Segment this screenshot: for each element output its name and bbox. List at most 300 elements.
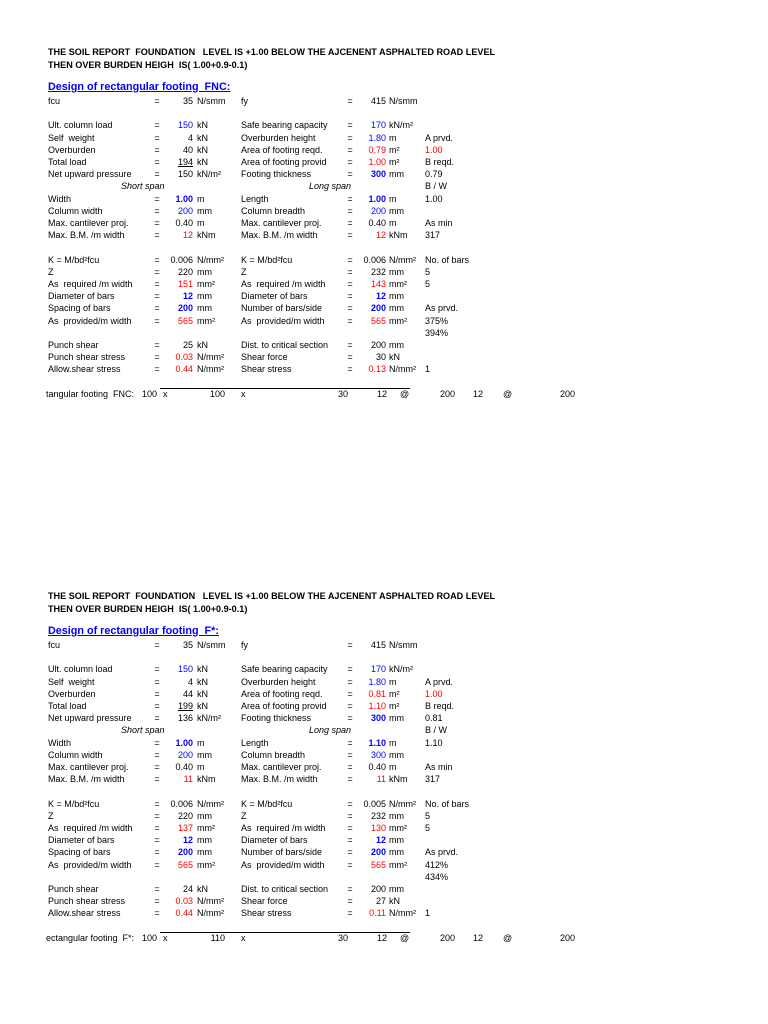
total-load-left-unit: kN <box>197 157 208 167</box>
punch-shear-stress-right-equals: = <box>347 896 353 907</box>
ultimate-column-load-right-equals: = <box>347 664 353 675</box>
material-grades-right-equals: = <box>347 96 353 106</box>
total-load-left-value: 199 <box>177 701 193 711</box>
summary-at-2: @ <box>503 388 513 399</box>
cantilever-projection-right-value: 0.40 <box>368 218 386 228</box>
summary-width: 100 <box>141 388 157 399</box>
bar-spacing-note: As prvd. <box>425 303 459 314</box>
short-span-caption: Short span <box>121 181 165 192</box>
width-length-right-value: 1.10 <box>368 737 386 748</box>
bending-moment-right-value: 11 <box>376 774 386 785</box>
lever-arm-right-equals: = <box>347 266 353 277</box>
cantilever-projection-left-equals: = <box>154 218 160 228</box>
width-length-left-equals: = <box>154 737 160 748</box>
punch-shear-stress-left-value: 0.03 <box>175 352 193 363</box>
report-heading-line-1: THE SOIL REPORT FOUNDATION LEVEL IS +1.00 BELOW THE AJCENENT ASPHALTED ROAD LEVEL <box>48 590 496 601</box>
total-load-left-label: Total load <box>48 157 87 167</box>
overburden-right-value: 0.81 <box>368 688 386 699</box>
short-span-caption: Short span <box>121 725 165 736</box>
summary-footing-label: tangular footing FNC: <box>46 388 135 399</box>
steel-provided-right-value: 565 <box>370 859 386 870</box>
net-upward-pressure-right-unit: mm <box>389 713 404 724</box>
bending-moment-right-equals: = <box>347 230 353 241</box>
summary-times-1: x <box>163 932 168 943</box>
summary-times-2: x <box>241 932 246 943</box>
k-factor-left-equals: = <box>154 254 160 265</box>
footing-design-title: Design of rectangular footing FNC: <box>48 80 231 93</box>
bending-moment-right-unit: kNm <box>389 774 408 785</box>
bar-diameter-left-unit: mm <box>197 835 212 846</box>
punch-shear-left-equals: = <box>154 340 160 350</box>
ultimate-column-load-left-label: Ult. column load <box>48 664 113 675</box>
net-upward-pressure-right-value: 300 <box>370 169 386 180</box>
self-weight-right-label: Overburden height <box>241 676 316 687</box>
width-length-right-equals: = <box>347 737 353 748</box>
punch-shear-left-label: Punch shear <box>48 340 99 350</box>
ultimate-column-load-right-unit: kN/m² <box>389 120 413 131</box>
net-upward-pressure-left-value: 136 <box>177 713 193 724</box>
summary-length: 100 <box>209 388 225 399</box>
overburden-left-unit: kN <box>197 144 208 155</box>
punch-shear-stress-right-equals: = <box>347 352 353 363</box>
bar-spacing-right-label: Number of bars/side <box>241 847 323 858</box>
material-grades-left-label: fcu <box>48 96 61 106</box>
material-grades-right-unit: N/smm <box>389 96 418 106</box>
steel-required-note: 5 <box>425 279 431 289</box>
steel-required-right-value: 130 <box>370 823 386 833</box>
overburden-right-value: 0.79 <box>368 144 386 155</box>
bar-diameter-left-equals: = <box>154 835 160 846</box>
steel-provided-note: 412% <box>425 859 449 870</box>
net-upward-pressure-left-value: 150 <box>177 169 193 180</box>
ultimate-column-load-left-value: 150 <box>177 120 193 131</box>
long-span-caption: Long span <box>309 181 352 192</box>
bar-spacing-right-unit: mm <box>389 303 404 314</box>
shear-stress-left-unit: N/mm² <box>197 364 224 375</box>
width-length-left-label: Width <box>48 737 72 748</box>
summary-spacing-2: 200 <box>559 932 575 943</box>
k-factor-note: No. of bars <box>425 798 470 809</box>
net-upward-pressure-right-value: 300 <box>370 713 386 724</box>
total-load-right-value: 1.00 <box>368 157 386 167</box>
net-upward-pressure-left-label: Net upward pressure <box>48 169 132 180</box>
self-weight-left-unit: kN <box>197 676 208 687</box>
k-factor-left-value: 0.006 <box>170 798 193 809</box>
footing-design-title: Design of rectangular footing F*: <box>48 624 219 637</box>
self-weight-left-label: Self weight <box>48 676 95 687</box>
punch-shear-stress-left-equals: = <box>154 352 160 363</box>
column-size-left-label: Column width <box>48 749 103 760</box>
k-factor-right-equals: = <box>347 798 353 809</box>
total-load-right-unit: m² <box>389 701 400 711</box>
punch-shear-right-unit: mm <box>389 884 404 894</box>
punch-shear-stress-left-equals: = <box>154 896 160 907</box>
net-upward-pressure-right-label: Footing thickness <box>241 169 312 180</box>
steel-required-right-label: As required /m width <box>241 823 326 833</box>
k-factor-left-label: K = M/bd²fcu <box>48 254 100 265</box>
overburden-left-value: 40 <box>182 144 193 155</box>
summary-bar-diameter-2: 12 <box>472 932 483 943</box>
total-load-right-value: 1.10 <box>368 701 386 711</box>
steel-provided-left-value: 565 <box>177 859 193 870</box>
punch-shear-stress-left-unit: N/mm² <box>197 896 224 907</box>
bar-spacing-right-equals: = <box>347 303 353 314</box>
bar-diameter-left-equals: = <box>154 291 160 302</box>
k-factor-right-unit: N/mm² <box>389 798 416 809</box>
cantilever-projection-right-value: 0.40 <box>368 762 386 772</box>
ultimate-column-load-left-value: 150 <box>177 664 193 675</box>
bending-moment-right-unit: kNm <box>389 230 408 241</box>
shear-stress-left-unit: N/mm² <box>197 908 224 919</box>
bar-diameter-right-label: Diameter of bars <box>241 291 308 302</box>
material-grades-right-value: 415 <box>370 96 386 106</box>
self-weight-right-unit: m <box>389 676 397 687</box>
cantilever-projection-right-label: Max. cantilever proj. <box>241 762 322 772</box>
total-load-left-equals: = <box>154 701 160 711</box>
material-grades-left-unit: N/smm <box>197 96 226 106</box>
steel-provided-right-unit: mm² <box>389 315 407 326</box>
summary-footing-label: ectangular footing F*: <box>46 932 135 943</box>
ultimate-column-load-left-unit: kN <box>197 120 208 131</box>
width-length-right-unit: m <box>389 193 397 204</box>
material-grades-right-equals: = <box>347 640 353 650</box>
summary-at-1: @ <box>400 932 410 943</box>
steel-provided-left-unit: mm² <box>197 859 215 870</box>
bending-moment-left-unit: kNm <box>197 774 216 785</box>
width-length-right-equals: = <box>347 193 353 204</box>
lever-arm-left-value: 220 <box>177 810 193 821</box>
bar-diameter-left-label: Diameter of bars <box>48 835 115 846</box>
cantilever-projection-right-equals: = <box>347 762 353 772</box>
steel-required-left-value: 151 <box>177 279 193 289</box>
cantilever-projection-left-value: 0.40 <box>175 762 193 772</box>
summary-spacing-2: 200 <box>559 388 575 399</box>
self-weight-right-value: 1.80 <box>368 676 386 687</box>
k-factor-right-label: K = M/bd²fcu <box>241 254 293 265</box>
column-size-right-unit: mm <box>389 205 404 216</box>
column-size-left-unit: mm <box>197 749 212 760</box>
total-load-left-equals: = <box>154 157 160 167</box>
cantilever-projection-right-unit: m <box>389 762 397 772</box>
cantilever-projection-left-unit: m <box>197 218 205 228</box>
steel-required-right-label: As required /m width <box>241 279 326 289</box>
shear-stress-left-label: Allow.shear stress <box>48 908 121 919</box>
bending-moment-note: 317 <box>425 774 441 785</box>
self-weight-left-equals: = <box>154 676 160 687</box>
punch-shear-stress-right-value: 30 <box>375 352 386 363</box>
overburden-left-equals: = <box>154 144 160 155</box>
total-load-right-equals: = <box>347 157 353 167</box>
column-size-left-value: 200 <box>177 749 193 760</box>
lever-arm-right-value: 232 <box>370 810 386 821</box>
punch-shear-stress-left-label: Punch shear stress <box>48 896 126 907</box>
k-factor-left-value: 0.006 <box>170 254 193 265</box>
total-load-right-label: Area of footing provid <box>241 701 327 711</box>
bar-spacing-note: As prvd. <box>425 847 459 858</box>
bar-diameter-left-value: 12 <box>182 835 193 846</box>
punch-shear-right-label: Dist. to critical section <box>241 340 329 350</box>
lever-arm-right-label: Z <box>241 266 247 277</box>
column-size-right-value: 200 <box>370 205 386 216</box>
punch-shear-right-value: 200 <box>370 340 386 350</box>
ultimate-column-load-left-equals: = <box>154 120 160 131</box>
net-upward-pressure-right-label: Footing thickness <box>241 713 312 724</box>
summary-at-1: @ <box>400 388 410 399</box>
k-factor-right-value: 0.006 <box>363 254 386 265</box>
net-upward-pressure-left-equals: = <box>154 713 160 724</box>
steel-provided-left-equals: = <box>154 315 160 326</box>
lever-arm-left-equals: = <box>154 266 160 277</box>
self-weight-left-equals: = <box>154 132 160 143</box>
punch-shear-left-value: 24 <box>182 884 193 894</box>
punch-shear-stress-right-unit: kN <box>389 352 400 363</box>
steel-required-left-unit: mm² <box>197 279 215 289</box>
self-weight-left-value: 4 <box>187 676 193 687</box>
bending-moment-right-label: Max. B.M. /m width <box>241 230 318 241</box>
summary-divider <box>160 932 410 933</box>
bending-moment-left-value: 11 <box>183 774 193 785</box>
bending-moment-left-unit: kNm <box>197 230 216 241</box>
span-caption-note: B / W <box>425 181 447 192</box>
steel-provided-right-equals: = <box>347 315 353 326</box>
self-weight-right-value: 1.80 <box>368 132 386 143</box>
column-size-left-value: 200 <box>177 205 193 216</box>
cantilever-projection-left-label: Max. cantilever proj. <box>48 762 129 772</box>
bar-spacing-right-value: 200 <box>370 303 386 314</box>
bar-diameter-left-value: 12 <box>182 291 193 302</box>
cantilever-projection-right-equals: = <box>347 218 353 228</box>
material-grades-left-unit: N/smm <box>197 640 226 650</box>
shear-stress-right-unit: N/mm² <box>389 364 416 375</box>
material-grades-right-value: 415 <box>370 640 386 650</box>
bar-spacing-right-unit: mm <box>389 847 404 858</box>
cantilever-projection-left-unit: m <box>197 762 205 772</box>
punch-shear-right-value: 200 <box>370 884 386 894</box>
bar-spacing-left-unit: mm <box>197 847 212 858</box>
punch-shear-left-equals: = <box>154 884 160 894</box>
k-factor-left-equals: = <box>154 798 160 809</box>
column-size-right-unit: mm <box>389 749 404 760</box>
overburden-left-label: Overburden <box>48 144 96 155</box>
punch-shear-right-equals: = <box>347 884 353 894</box>
total-load-left-unit: kN <box>197 701 208 711</box>
total-load-note: B reqd. <box>425 701 455 711</box>
lever-arm-right-equals: = <box>347 810 353 821</box>
material-grades-right-label: fy <box>241 96 249 106</box>
bending-moment-left-label: Max. B.M. /m width <box>48 230 125 241</box>
bar-diameter-left-unit: mm <box>197 291 212 302</box>
column-size-right-value: 300 <box>370 749 386 760</box>
shear-stress-left-label: Allow.shear stress <box>48 364 121 375</box>
overburden-right-unit: m² <box>389 144 400 155</box>
column-size-left-label: Column width <box>48 205 103 216</box>
lever-arm-right-value: 232 <box>370 266 386 277</box>
lever-arm-right-label: Z <box>241 810 247 821</box>
lever-arm-left-equals: = <box>154 810 160 821</box>
summary-bar-diameter-1: 12 <box>376 388 387 399</box>
total-load-note: B reqd. <box>425 157 455 167</box>
summary-thickness: 30 <box>337 932 348 943</box>
width-length-right-unit: m <box>389 737 397 748</box>
steel-required-left-label: As required /m width <box>48 823 133 833</box>
net-upward-pressure-left-unit: kN/m² <box>197 169 221 180</box>
steel-required-right-value: 143 <box>370 279 386 289</box>
bar-diameter-left-label: Diameter of bars <box>48 291 115 302</box>
summary-thickness: 30 <box>337 388 348 399</box>
steel-required-right-unit: mm² <box>389 823 407 833</box>
net-upward-pressure-left-unit: kN/m² <box>197 713 221 724</box>
punch-shear-right-unit: mm <box>389 340 404 350</box>
steel-ratio-note: 434% <box>425 871 449 882</box>
bending-moment-left-value: 12 <box>182 230 193 241</box>
width-length-left-unit: m <box>197 737 205 748</box>
bending-moment-note: 317 <box>425 230 441 241</box>
net-upward-pressure-left-equals: = <box>154 169 160 180</box>
punch-shear-right-equals: = <box>347 340 353 350</box>
column-size-right-equals: = <box>347 749 353 760</box>
steel-provided-right-unit: mm² <box>389 859 407 870</box>
steel-provided-note: 375% <box>425 315 449 326</box>
steel-provided-left-unit: mm² <box>197 315 215 326</box>
bending-moment-left-equals: = <box>154 230 160 241</box>
self-weight-right-equals: = <box>347 132 353 143</box>
width-length-left-unit: m <box>197 193 205 204</box>
width-length-note: 1.00 <box>425 193 443 204</box>
bending-moment-left-equals: = <box>154 774 160 785</box>
total-load-left-value: 194 <box>177 157 193 167</box>
ultimate-column-load-right-label: Safe bearing capacity <box>241 120 328 131</box>
bar-spacing-left-label: Spacing of bars <box>48 847 111 858</box>
column-size-right-equals: = <box>347 205 353 216</box>
shear-stress-left-equals: = <box>154 364 160 375</box>
shear-stress-right-value: 0.13 <box>368 364 386 375</box>
overburden-note: 1.00 <box>425 688 443 699</box>
shear-stress-right-equals: = <box>347 364 353 375</box>
lever-arm-note: 5 <box>425 266 431 277</box>
report-heading-line-2: THEN OVER BURDEN HEIGH IS( 1.00+0.9-0.1) <box>48 603 248 614</box>
total-load-left-label: Total load <box>48 701 87 711</box>
column-size-right-label: Column breadth <box>241 205 306 216</box>
summary-bar-diameter-1: 12 <box>376 932 387 943</box>
cantilever-projection-note: As min <box>425 762 453 772</box>
shear-stress-left-value: 0.44 <box>175 908 193 919</box>
material-grades-left-label: fcu <box>48 640 61 650</box>
bar-diameter-right-label: Diameter of bars <box>241 835 308 846</box>
self-weight-left-value: 4 <box>187 132 193 143</box>
lever-arm-left-label: Z <box>48 266 54 277</box>
bar-spacing-left-equals: = <box>154 847 160 858</box>
net-upward-pressure-note: 0.79 <box>425 169 443 180</box>
punch-shear-left-unit: kN <box>197 340 208 350</box>
bending-moment-right-equals: = <box>347 774 353 785</box>
ultimate-column-load-right-value: 170 <box>370 664 386 675</box>
width-length-left-label: Width <box>48 193 72 204</box>
summary-length: 110 <box>210 932 225 943</box>
cantilever-projection-note: As min <box>425 218 453 228</box>
lever-arm-left-value: 220 <box>177 266 193 277</box>
steel-required-left-equals: = <box>154 823 160 833</box>
steel-required-left-unit: mm² <box>197 823 215 833</box>
overburden-left-label: Overburden <box>48 688 96 699</box>
steel-provided-right-equals: = <box>347 859 353 870</box>
cantilever-projection-right-unit: m <box>389 218 397 228</box>
overburden-left-unit: kN <box>197 688 208 699</box>
bar-diameter-right-unit: mm <box>389 291 404 302</box>
steel-provided-right-label: As provided/m width <box>241 859 325 870</box>
width-length-left-equals: = <box>154 193 160 204</box>
steel-provided-left-label: As provided/m width <box>48 315 132 326</box>
ultimate-column-load-left-equals: = <box>154 664 160 675</box>
span-caption-note: B / W <box>425 725 447 736</box>
overburden-right-label: Area of footing reqd. <box>241 144 323 155</box>
self-weight-left-label: Self weight <box>48 132 95 143</box>
width-length-right-label: Length <box>241 193 269 204</box>
k-factor-right-value: 0.005 <box>363 798 386 809</box>
k-factor-left-unit: N/mm² <box>197 254 224 265</box>
width-length-note: 1.10 <box>425 737 443 748</box>
bar-spacing-left-value: 200 <box>177 303 193 314</box>
punch-shear-stress-right-label: Shear force <box>241 896 288 907</box>
self-weight-note: A prvd. <box>425 676 454 687</box>
total-load-right-unit: m² <box>389 157 400 167</box>
steel-required-right-unit: mm² <box>389 279 407 289</box>
steel-required-note: 5 <box>425 823 431 833</box>
ultimate-column-load-left-unit: kN <box>197 664 208 675</box>
steel-required-right-equals: = <box>347 279 353 289</box>
self-weight-note: A prvd. <box>425 132 454 143</box>
shear-stress-right-label: Shear stress <box>241 364 292 375</box>
lever-arm-left-unit: mm <box>197 810 212 821</box>
bending-moment-right-label: Max. B.M. /m width <box>241 774 318 785</box>
width-length-right-value: 1.00 <box>368 193 386 204</box>
shear-stress-right-value: 0.11 <box>369 908 386 919</box>
punch-shear-stress-right-label: Shear force <box>241 352 288 363</box>
bar-spacing-left-label: Spacing of bars <box>48 303 111 314</box>
net-upward-pressure-right-unit: mm <box>389 169 404 180</box>
steel-provided-left-equals: = <box>154 859 160 870</box>
punch-shear-stress-right-value: 27 <box>375 896 386 907</box>
bar-spacing-right-value: 200 <box>370 847 386 858</box>
summary-spacing-1: 200 <box>439 388 455 399</box>
punch-shear-stress-left-value: 0.03 <box>175 896 193 907</box>
material-grades-right-label: fy <box>241 640 249 650</box>
steel-ratio-note: 394% <box>425 327 449 338</box>
width-length-left-value: 1.00 <box>175 193 193 204</box>
shear-stress-right-equals: = <box>347 908 353 919</box>
punch-shear-left-label: Punch shear <box>48 884 99 894</box>
shear-stress-left-value: 0.44 <box>175 364 193 375</box>
k-factor-left-unit: N/mm² <box>197 798 224 809</box>
shear-stress-left-equals: = <box>154 908 160 919</box>
overburden-left-value: 44 <box>182 688 193 699</box>
summary-spacing-1: 200 <box>439 932 455 943</box>
cantilever-projection-left-equals: = <box>154 762 160 772</box>
total-load-right-label: Area of footing provid <box>241 157 327 167</box>
overburden-right-label: Area of footing reqd. <box>241 688 323 699</box>
lever-arm-right-unit: mm <box>389 266 404 277</box>
bar-spacing-left-equals: = <box>154 303 160 314</box>
overburden-left-equals: = <box>154 688 160 699</box>
lever-arm-left-unit: mm <box>197 266 212 277</box>
column-size-left-equals: = <box>154 205 160 216</box>
k-factor-right-label: K = M/bd²fcu <box>241 798 293 809</box>
k-factor-left-label: K = M/bd²fcu <box>48 798 100 809</box>
punch-shear-left-value: 25 <box>182 340 193 350</box>
ultimate-column-load-right-label: Safe bearing capacity <box>241 664 328 675</box>
overburden-right-unit: m² <box>389 688 400 699</box>
steel-provided-left-value: 565 <box>177 315 193 326</box>
overburden-right-equals: = <box>347 144 353 155</box>
